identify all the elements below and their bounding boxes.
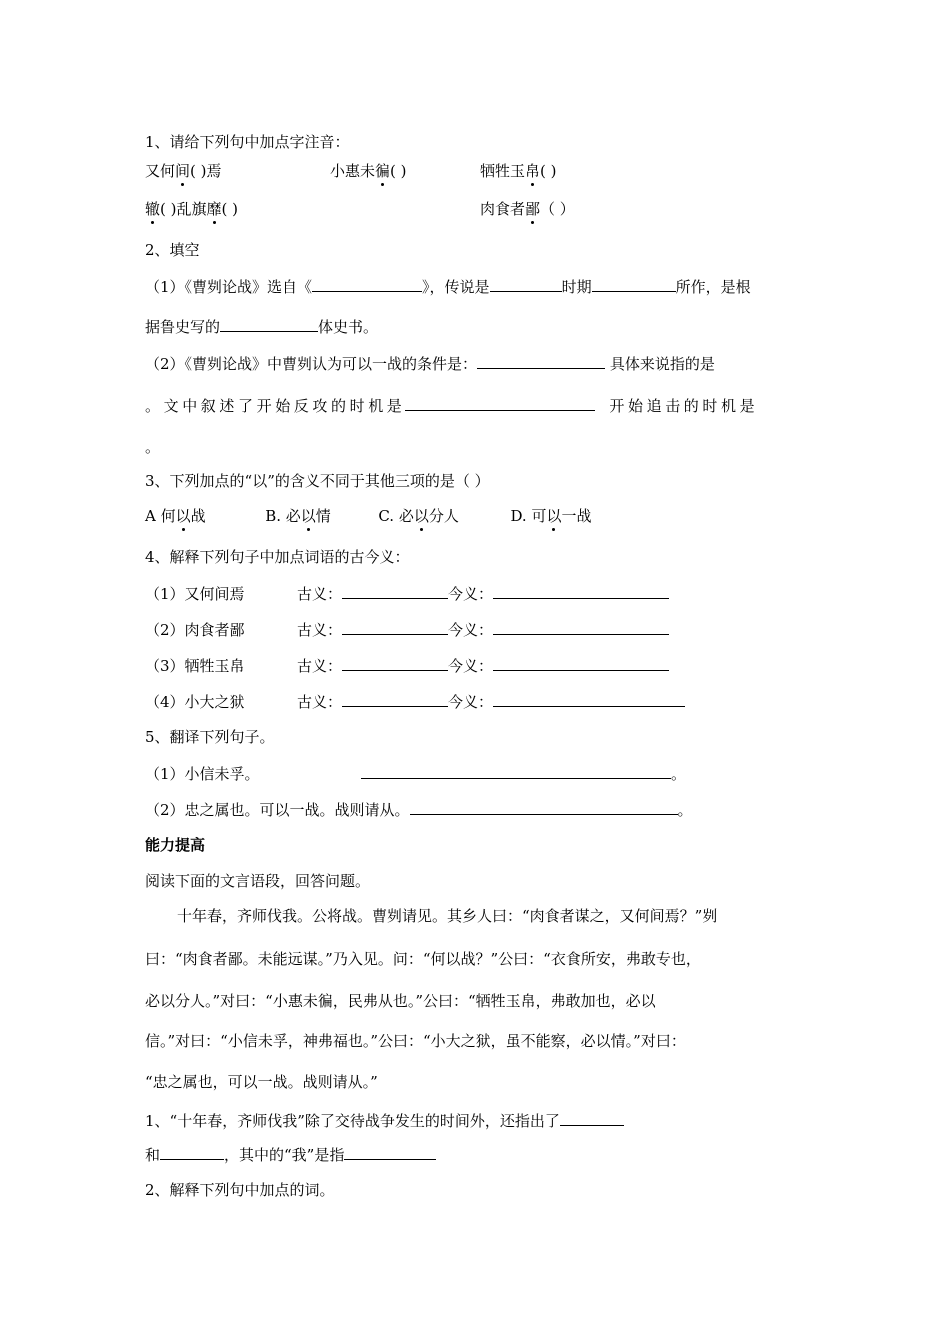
blank — [560, 1110, 624, 1126]
option-c: C. 必以分人 — [378, 507, 459, 525]
q1-title: 1、请给下列句中加点字注音： — [145, 133, 350, 151]
option-d: D. 可以一战 — [510, 507, 592, 525]
dotted-char: 以 — [300, 507, 316, 525]
q2-line2: 据鲁史写的 体史书。 — [145, 318, 379, 336]
blank — [592, 276, 676, 292]
blank — [342, 655, 448, 671]
q1-row1-item1: 又何间( )焉 — [145, 162, 222, 180]
blank — [344, 1144, 436, 1160]
q4-item: （1）又何间焉 古义： 今义： — [145, 583, 669, 604]
dotted-char: 徧 — [375, 162, 391, 180]
q5-title: 5、翻译下列句子。 — [145, 728, 275, 746]
blank — [160, 1144, 224, 1160]
reading-q2-title: 2、解释下列句中加点的词。 — [145, 1181, 335, 1199]
section-heading: 能力提高 — [145, 836, 206, 854]
q1-row1-item2: 小惠未徧( ) — [330, 162, 407, 180]
dotted-char: 间 — [175, 162, 191, 180]
blank — [493, 691, 685, 707]
blank — [410, 799, 678, 815]
reading-q1-line2: 和 ，其中的“我”是指 — [145, 1144, 436, 1165]
blank — [312, 276, 422, 292]
q2-line4: 。文中叙述了开始反攻的时机是 开始追击的时机是 — [145, 397, 759, 415]
passage-line: 十年春，齐师伐我。公将战。曹刿请见。其乡人曰：“肉食者谋之，又何间焉？”刿 — [177, 907, 718, 925]
q3-options — [145, 506, 592, 526]
q2-line1: （1）《曹刿论战》选自《 》，传说是 时期 所作，是根 — [145, 278, 751, 296]
passage-line: 信。”对曰：“小信未孚，神弗福也。”公曰：“小大之狱，虽不能察，必以情。”对曰： — [145, 1032, 686, 1050]
dotted-char: 辙 — [145, 200, 161, 218]
q1-row2-item1: 辙( )乱旗靡( ) — [145, 200, 239, 218]
q1-row2-item2: 肉食者鄙（ ） — [480, 200, 575, 218]
blank — [493, 655, 669, 671]
dotted-char: 靡 — [206, 200, 222, 218]
passage-line: 必以分人。”对曰：“小惠未徧，民弗从也。”公曰：“牺牲玉帛，弗敢加也，必以 — [145, 992, 656, 1010]
blank — [342, 583, 448, 599]
blank — [220, 316, 318, 332]
blank — [342, 691, 448, 707]
reading-intro: 阅读下面的文言语段，回答问题。 — [145, 872, 371, 890]
dotted-char: 以 — [413, 507, 429, 525]
reading-q1-line1: 1、“十年春，齐师伐我”除了交待战争发生的时间外，还指出了 — [145, 1110, 624, 1131]
q5-sentence1: （1）小信未孚。 。 — [145, 765, 687, 783]
passage-line: 曰：“肉食者鄙。未能远谋。”乃入见。问：“何以战？”公曰：“衣食所安，弗敢专也， — [145, 950, 701, 968]
q1-row1-item3: 牺牲玉帛( ) — [480, 162, 557, 180]
q3-title: 3、下列加点的“以”的含义不同于其他三项的是（ ） — [145, 472, 490, 490]
dotted-char: 鄙 — [525, 200, 541, 218]
dotted-char: 以 — [175, 507, 191, 525]
blank — [342, 619, 448, 635]
q4-item: （2）肉食者鄙 古义： 今义： — [145, 619, 669, 640]
dotted-char: 以 — [546, 507, 562, 525]
dotted-char: 帛 — [525, 162, 541, 180]
q5-sentence2: （2）忠之属也。可以一战。战则请从。 。 — [145, 801, 693, 819]
blank — [493, 619, 669, 635]
q2-title: 2、填空 — [145, 241, 200, 259]
option-b: B. 必以情 — [265, 507, 331, 525]
q4-title: 4、解释下列句子中加点词语的古今义： — [145, 548, 410, 566]
blank — [361, 763, 671, 779]
blank — [490, 276, 562, 292]
blank — [493, 583, 669, 599]
passage-line: “忠之属也，可以一战。战则请从。” — [145, 1073, 378, 1091]
option-a: A 何以战 — [145, 507, 206, 525]
q4-item: （3）牺牲玉帛 古义： 今义： — [145, 655, 669, 676]
q2-line5: 。 — [145, 438, 161, 456]
blank — [405, 395, 595, 411]
blank — [477, 353, 605, 369]
q4-item: （4）小大之狱 古义： 今义： — [145, 691, 685, 712]
q2-line3: （2）《曹刿论战》中曹刿认为可以一战的条件是： 具体来说指的是 — [145, 355, 715, 373]
